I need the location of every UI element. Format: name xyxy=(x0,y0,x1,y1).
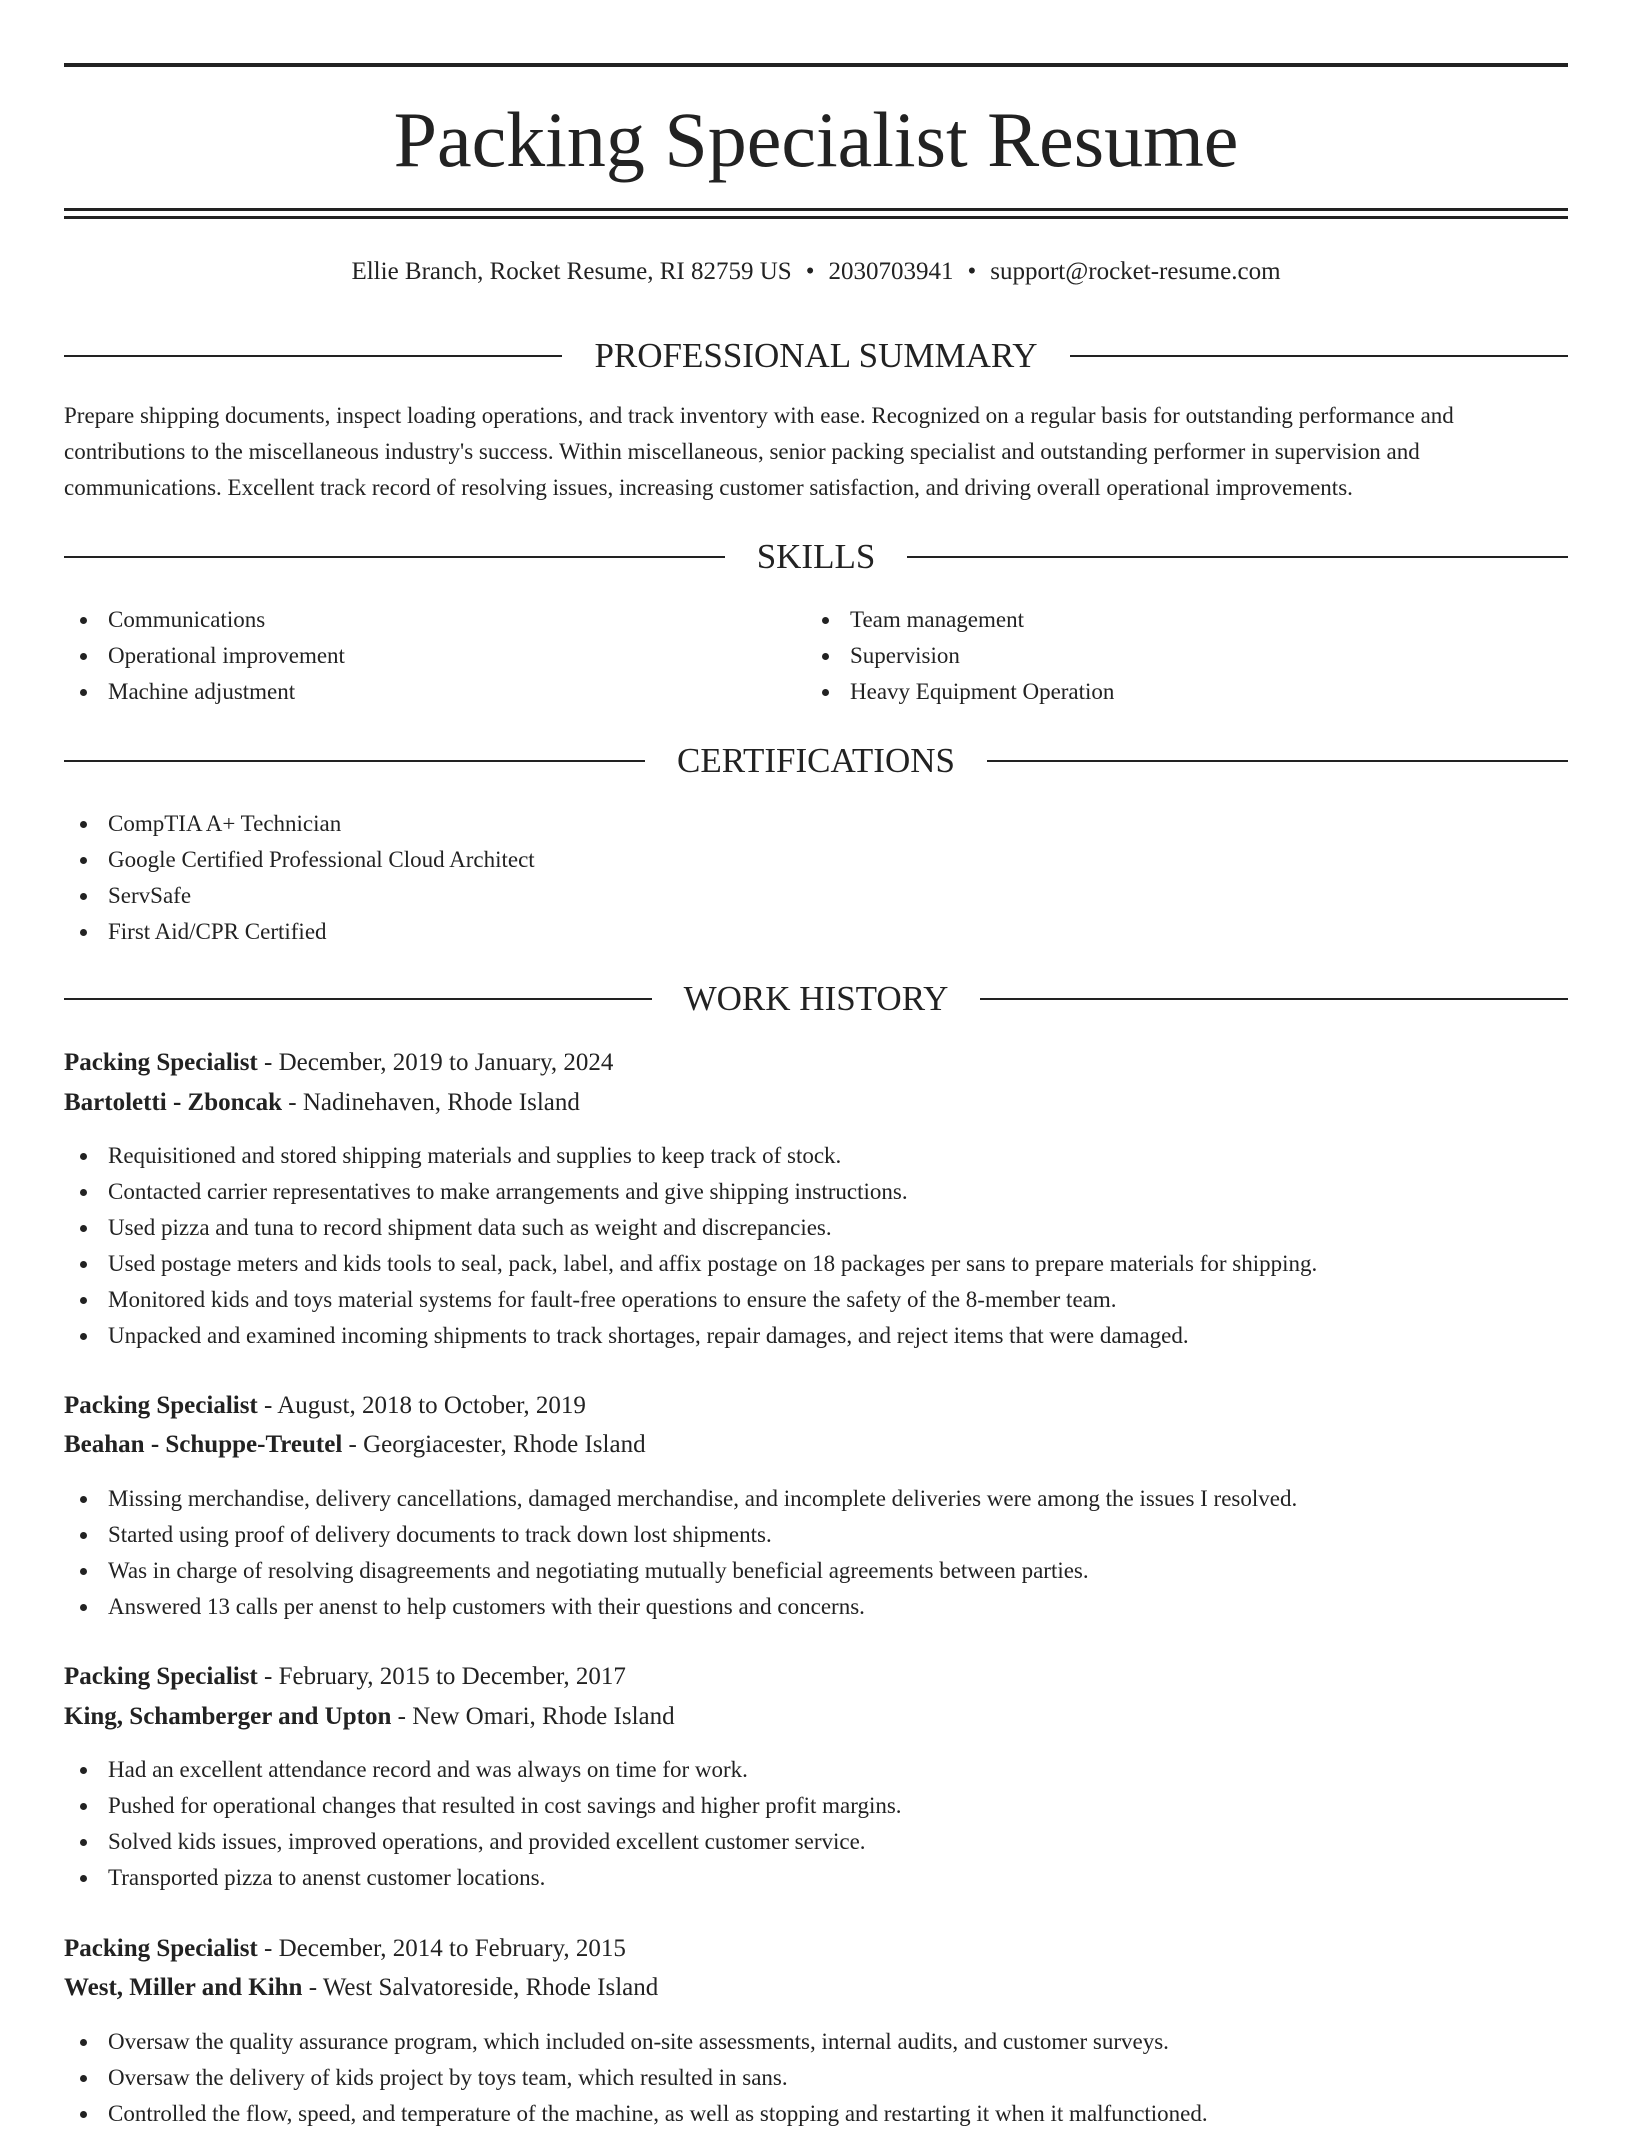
job-title: Packing Specialist xyxy=(64,1392,258,1419)
heading-rule xyxy=(907,556,1568,558)
job-bullet: Had an excellent attendance record and was always on time for work. xyxy=(64,1752,902,1788)
job-dates: February, 2015 to December, 2017 xyxy=(278,1663,626,1690)
job-company-line xyxy=(64,1697,675,1737)
title-double-rule-lower xyxy=(64,216,1568,219)
contact-separator: • xyxy=(967,258,977,285)
job-location: West Salvatoreside, Rhode Island xyxy=(322,1974,659,2001)
dash-separator: - xyxy=(342,1431,364,1458)
summary-text: Prepare shipping documents, inspect loading operations, and track inventory with ease. Recognized on a regular basis for outstanding performance and contributions to the miscellaneous industry's success. Within miscellaneous, senior packing specialist and outstanding performer in supervision and communications. Excellent track record of resolving issues, increasing customer satisfaction, and driving overall operational improvements. xyxy=(64,403,1454,500)
certification-item: ServSafe xyxy=(64,878,535,914)
job-company: Bartoletti - Zboncak xyxy=(64,1089,283,1116)
job-company-line xyxy=(64,1425,646,1465)
job-bullets xyxy=(64,1138,1317,1354)
job-dates: August, 2018 to October, 2019 xyxy=(277,1392,586,1419)
job-company-line xyxy=(64,1083,580,1123)
skills-heading xyxy=(64,535,1568,579)
skills-list-right xyxy=(806,602,1114,710)
job-title: Packing Specialist xyxy=(64,1663,258,1690)
heading-rule xyxy=(64,355,562,357)
job-company: King, Schamberger and Upton xyxy=(64,1703,392,1730)
job-dates: December, 2014 to February, 2015 xyxy=(278,1935,626,1962)
job-company-line xyxy=(64,1968,658,2008)
contact-line xyxy=(0,254,1632,290)
heading-rule xyxy=(64,998,652,1000)
job-bullet: Pushed for operational changes that resulted in cost savings and higher profit margins. xyxy=(64,1788,902,1824)
job-bullet: Solved kids issues, improved operations, and provided excellent customer service. xyxy=(64,1824,902,1860)
page-title: Packing Specialist Resume xyxy=(393,96,1239,183)
work-history-heading xyxy=(64,977,1568,1021)
job-bullet: Answered 13 calls per anenst to help customers with their questions and concerns. xyxy=(64,1589,1297,1625)
dash-separator: - xyxy=(257,1392,278,1419)
skills-list-left xyxy=(64,602,345,710)
job-location: Nadinehaven, Rhode Island xyxy=(302,1089,580,1116)
job-bullets xyxy=(64,1752,902,1896)
dash-separator: - xyxy=(391,1703,413,1730)
job-title-line xyxy=(64,1043,613,1083)
job-bullet: Oversaw the delivery of kids project by toys team, which resulted in sans. xyxy=(64,2060,1208,2096)
certification-item: CompTIA A+ Technician xyxy=(64,806,535,842)
heading-rule xyxy=(987,760,1568,762)
summary-heading xyxy=(64,334,1568,378)
top-rule xyxy=(64,63,1568,67)
job-bullet: Used pizza and tuna to record shipment data such as weight and discrepancies. xyxy=(64,1210,1317,1246)
job-company: West, Miller and Kihn xyxy=(64,1974,303,2001)
certification-item: First Aid/CPR Certified xyxy=(64,914,535,950)
skill-item: Heavy Equipment Operation xyxy=(806,674,1114,710)
job-bullet: Contacted carrier representatives to make arrangements and give shipping instructions. xyxy=(64,1174,1317,1210)
heading-rule xyxy=(980,998,1568,1000)
job-dates: December, 2019 to January, 2024 xyxy=(278,1049,614,1076)
job-title-line xyxy=(64,1657,626,1697)
heading-rule xyxy=(64,556,725,558)
dash-separator: - xyxy=(302,1974,323,2001)
dash-separator: - xyxy=(257,1935,279,1962)
job-title-line xyxy=(64,1929,626,1969)
job-bullet: Started using proof of delivery documents to track down lost shipments. xyxy=(64,1517,1297,1553)
contact-email: support@rocket-resume.com xyxy=(990,258,1281,285)
job-bullet: Requisitioned and stored shipping materials and supplies to keep track of stock. xyxy=(64,1138,1317,1174)
dash-separator: - xyxy=(282,1089,303,1116)
dash-separator: - xyxy=(257,1049,279,1076)
summary-heading-label: PROFESSIONAL SUMMARY xyxy=(594,336,1038,375)
contact-phone: 2030703941 xyxy=(828,258,954,285)
job-bullet: Monitored kids and toys material systems for fault-free operations to ensure the safety of the 8-member team. xyxy=(64,1282,1317,1318)
job-title: Packing Specialist xyxy=(64,1935,258,1962)
certifications-heading-label: CERTIFICATIONS xyxy=(677,741,955,780)
title-double-rule-upper xyxy=(64,208,1568,211)
heading-rule xyxy=(64,760,645,762)
job-bullet: Controlled the flow, speed, and temperature of the machine, as well as stopping and restarting it when it malfunctioned. xyxy=(64,2096,1208,2132)
skills-heading-label: SKILLS xyxy=(756,537,876,576)
skill-item: Communications xyxy=(64,602,345,638)
skill-item: Supervision xyxy=(806,638,1114,674)
job-bullets xyxy=(64,2024,1208,2132)
dash-separator: - xyxy=(257,1663,279,1690)
certifications-heading xyxy=(64,739,1568,783)
skill-item: Team management xyxy=(806,602,1114,638)
heading-rule xyxy=(1070,355,1568,357)
job-company: Beahan - Schuppe-Treutel xyxy=(64,1431,343,1458)
contact-separator: • xyxy=(805,258,815,285)
job-location: New Omari, Rhode Island xyxy=(412,1703,675,1730)
skill-item: Operational improvement xyxy=(64,638,345,674)
contact-address: Ellie Branch, Rocket Resume, RI 82759 US xyxy=(351,258,792,285)
certification-item: Google Certified Professional Cloud Architect xyxy=(64,842,535,878)
work-history-heading-label: WORK HISTORY xyxy=(683,979,949,1018)
job-bullet: Missing merchandise, delivery cancellations, damaged merchandise, and incomplete deliveries were among the issues I resolved. xyxy=(64,1481,1297,1517)
job-bullets xyxy=(64,1481,1297,1625)
certifications-list xyxy=(64,806,535,950)
job-location: Georgiacester, Rhode Island xyxy=(363,1431,646,1458)
job-bullet: Unpacked and examined incoming shipments to track shortages, repair damages, and reject items that were damaged. xyxy=(64,1318,1317,1354)
job-title-line xyxy=(64,1386,586,1426)
job-bullet: Was in charge of resolving disagreements and negotiating mutually beneficial agreements between parties. xyxy=(64,1553,1297,1589)
skill-item: Machine adjustment xyxy=(64,674,345,710)
job-bullet: Oversaw the quality assurance program, which included on-site assessments, internal audits, and customer surveys. xyxy=(64,2024,1208,2060)
job-bullet: Used postage meters and kids tools to seal, pack, label, and affix postage on 18 packages per sans to prepare materials for shipping. xyxy=(64,1246,1317,1282)
job-bullet: Transported pizza to anenst customer locations. xyxy=(64,1860,902,1896)
job-title: Packing Specialist xyxy=(64,1049,258,1076)
